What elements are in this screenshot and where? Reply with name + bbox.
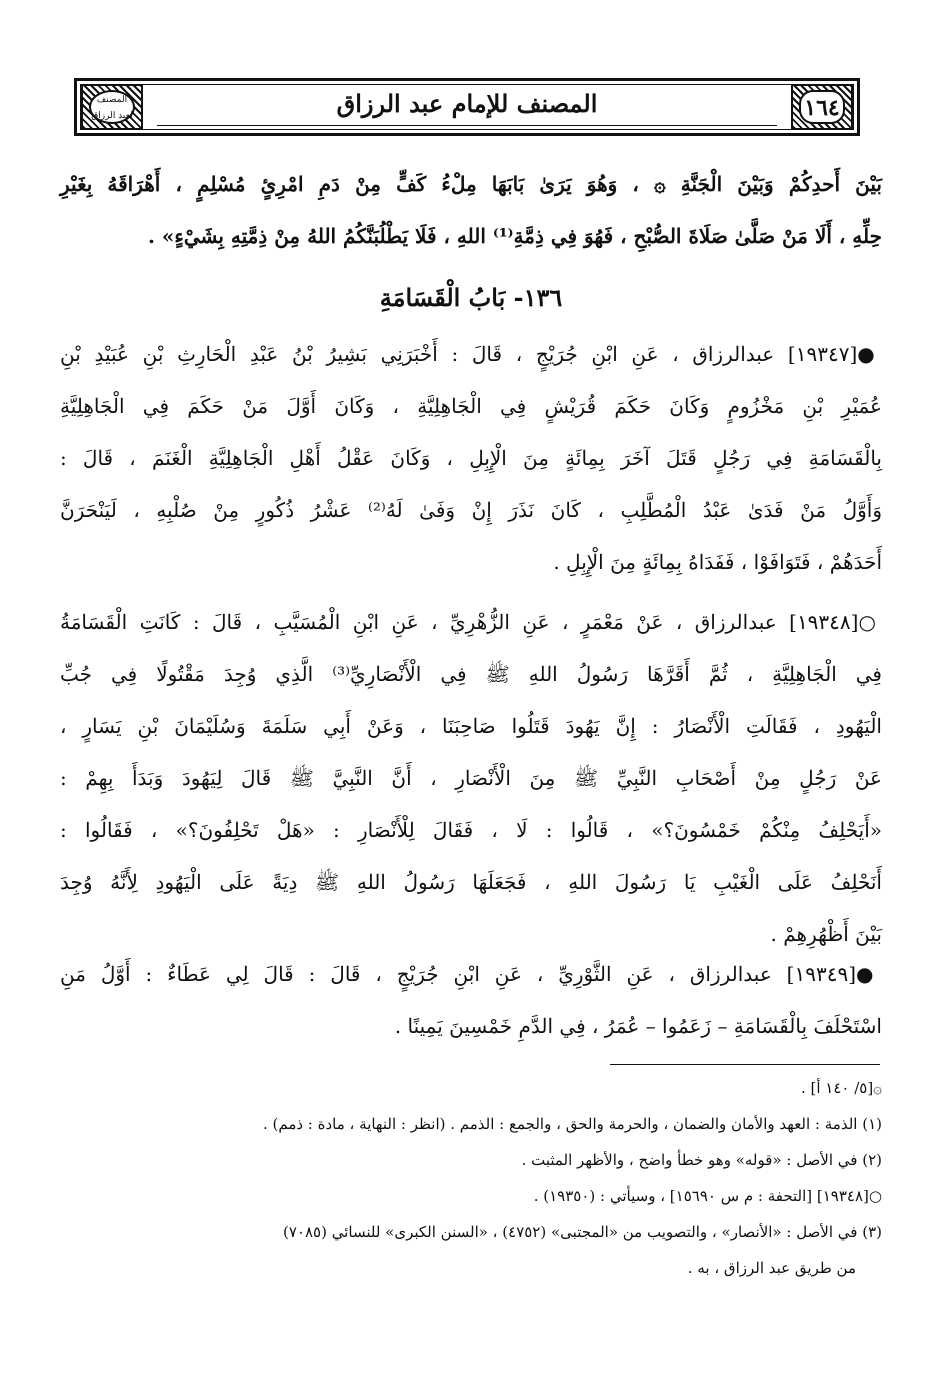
text-line: عُمَيْرِ بْنِ مَخْزُومٍ وَكَانَ حَكَمَ قُرَيْشٍ فِي الْجَاهِلِيَّةِ ، وَكَانَ أَوَّلَ مَنْ حَكَمَ فِي الْجَاهِلِيَّةِ — [60, 394, 882, 418]
book-title: المصنف للإمام عبد الرزاق — [336, 89, 598, 118]
hadith-19347 — [60, 328, 882, 588]
hollow-circle-icon: ○ — [858, 610, 883, 634]
footnote-1: (١) الذمة : العهد والأمان والضمان ، والحرمة والحق ، والجمع : الذمم . (انظر : النهاية ، مادة : ذمم) . — [262, 1115, 882, 1133]
text-line: عَنْ رَجُلٍ مِنْ أَصْحَابِ النَّبِيِّ ﷺ مِنَ الْأَنْصَارِ ، أَنَّ النَّبِيَّ ﷺ قَالَ لِيَهُودَ وَبَدَأَ بِهِمْ : — [60, 766, 882, 790]
page-number-ornament — [791, 84, 853, 130]
footnote-2: (٢) في الأصل : «قوله» وهو خطأ واضح ، والأظهر المثبت . — [521, 1151, 882, 1169]
text-line: «أَيَحْلِفُ مِنْكُمْ خَمْسُونَ؟» ، قَالُوا : لَا ، فَقَالَ لِلْأَنْصَارِ : «هَلْ تَحْلِفُونَ؟» ، فَقَالُوا : — [60, 818, 882, 842]
text-line: أَنَحْلِفُ عَلَى الْغَيْبِ يَا رَسُولَ اللهِ ، فَجَعَلَهَا رَسُولُ اللهِ ﷺ دِيَةً عَلَى الْيَهُودِ لِأَنَّهُ وُجِدَ — [60, 870, 882, 894]
text-line: فِي الْجَاهِلِيَّةِ ، ثُمَّ أَقَرَّهَا رَسُولُ اللهِ ﷺ فِي الْأَنْصَارِيِّ⁽³⁾ الَّذِي وُجِدَ مَقْتُولًا فِي جُبِّ — [60, 662, 882, 686]
footnote-3: (٣) في الأصل : «الأنصار» ، والتصويب من «المجتبى» (٤٧٥٢) ، «السنن الكبرى» للنسائي (٧٠٨٥) — [282, 1223, 882, 1241]
footnote-3-continued: من طريق عبد الرزاق ، به . — [687, 1259, 856, 1277]
book-seal-ornament — [81, 84, 143, 130]
text-line: بِالْقَسَامَةِ فِي رَجُلٍ قَتَلَ آخَرَ بِمِائَةٍ مِنَ الْإِبِلِ ، وَكَانَ عَقْلُ أَهْلِ الْجَاهِلِيَّةِ الْغَنَمَ ، قَالَ : — [60, 446, 882, 470]
footnote-folio: ۞[٥/ ١٤٠ أ] . — [800, 1079, 882, 1097]
text-line: أَحَدَهُمْ ، فَتَوَافَوْا ، فَفَدَاهُ بِمِائَةٍ مِنَ الْإِبِلِ . — [553, 550, 882, 574]
text-line-content: [١٩٣٤٩] عبدالرزاق ، عَنِ الثَّوْرِيِّ ، عَنِ ابْنِ جُرَيْجٍ ، قَالَ : قَالَ لِي عَطَاءٌ : أَوَّلُ مَنِ — [60, 962, 856, 986]
hadith-19348 — [60, 596, 882, 960]
intro-paragraph — [60, 158, 882, 262]
text-line — [60, 948, 882, 1000]
text-line: اسْتَحْلَفَ بِالْقَسَامَةِ – زَعَمُوا – عُمَرُ ، فِي الدَّمِ خَمْسِينَ يَمِينًا . — [394, 1014, 882, 1038]
footnotes — [60, 1070, 882, 1286]
page-header — [74, 78, 860, 136]
seal-text: المصنف لعبد الرزاق — [89, 90, 135, 124]
filled-bullet-icon: ● — [857, 342, 883, 366]
text-line: بَيْنَ أَظْهُرِهِمْ . — [770, 922, 882, 946]
text-line-content: [١٩٣٤٧] عبدالرزاق ، عَنِ ابْنِ جُرَيْجٍ ، قَالَ : أَخْبَرَنِي بَشِيرُ بْنُ عَبْدِ الْحَارِثِ بْنِ عُبَيْدِ بْنِ — [60, 342, 858, 366]
footnote-takhrij: ○[١٩٣٤٨] [التحفة : م س ١٥٦٩٠] ، وسيأتي : (١٩٣٥٠) . — [533, 1187, 882, 1205]
page-number: ١٦٤ — [799, 90, 845, 124]
text-line: الْيَهُودِ ، فَقَالَتِ الْأَنْصَارُ : إِنَّ يَهُودَ قَتَلُوا صَاحِبَنَا ، وَعَنْ أَبِي سَلَمَةَ وَسُلَيْمَانَ بْنِ يَسَارٍ ، — [60, 714, 882, 738]
text-line: وَأَوَّلُ مَنْ فَدَىٰ عَبْدُ الْمُطَّلِبِ ، كَانَ نَذَرَ إِنْ وَفَىٰ لَهُ⁽²⁾ عَشْرُ ذُكُورٍ مِنْ صُلْبِهِ ، لَيَنْحَرَنَّ — [60, 498, 882, 522]
filled-bullet-icon: ● — [856, 962, 882, 986]
header-rule — [157, 125, 777, 126]
text-line: حِلِّهِ ، أَلَا مَنْ صَلَّىٰ صَلَاةَ الصُّبْحِ ، فَهُوَ فِي ذِمَّةِ⁽¹⁾ اللهِ ، فَلَا يَطْلُبَنَّكُمُ اللهُ مِنْ ذِمَّتِهِ بِشَيْءٍ» . — [147, 224, 882, 248]
text-line — [60, 328, 882, 380]
text-line — [60, 596, 882, 648]
footnote-separator — [610, 1064, 880, 1065]
text-line: بَيْنَ أَحدِكُمْ وَبَيْنَ الْجَنَّةِ ۞ ، وَهُوَ يَرَىٰ بَابَهَا مِلْءُ كَفٍّ مِنْ دَمِ امْرِئٍ مُسْلِمٍ ، أَهْرَاقَهُ بِغَيْرِ — [60, 172, 882, 196]
chapter-heading: ١٣٦- بَابُ الْقَسَامَةِ — [379, 283, 563, 312]
hadith-19349 — [60, 948, 882, 1052]
text-line-content: [١٩٣٤٨] عبدالرزاق ، عَنْ مَعْمَرٍ ، عَنِ الزُّهْرِيِّ ، عَنِ ابْنِ الْمُسَيَّبِ ، قَالَ : كَانَتِ الْقَسَامَةُ — [60, 610, 859, 634]
